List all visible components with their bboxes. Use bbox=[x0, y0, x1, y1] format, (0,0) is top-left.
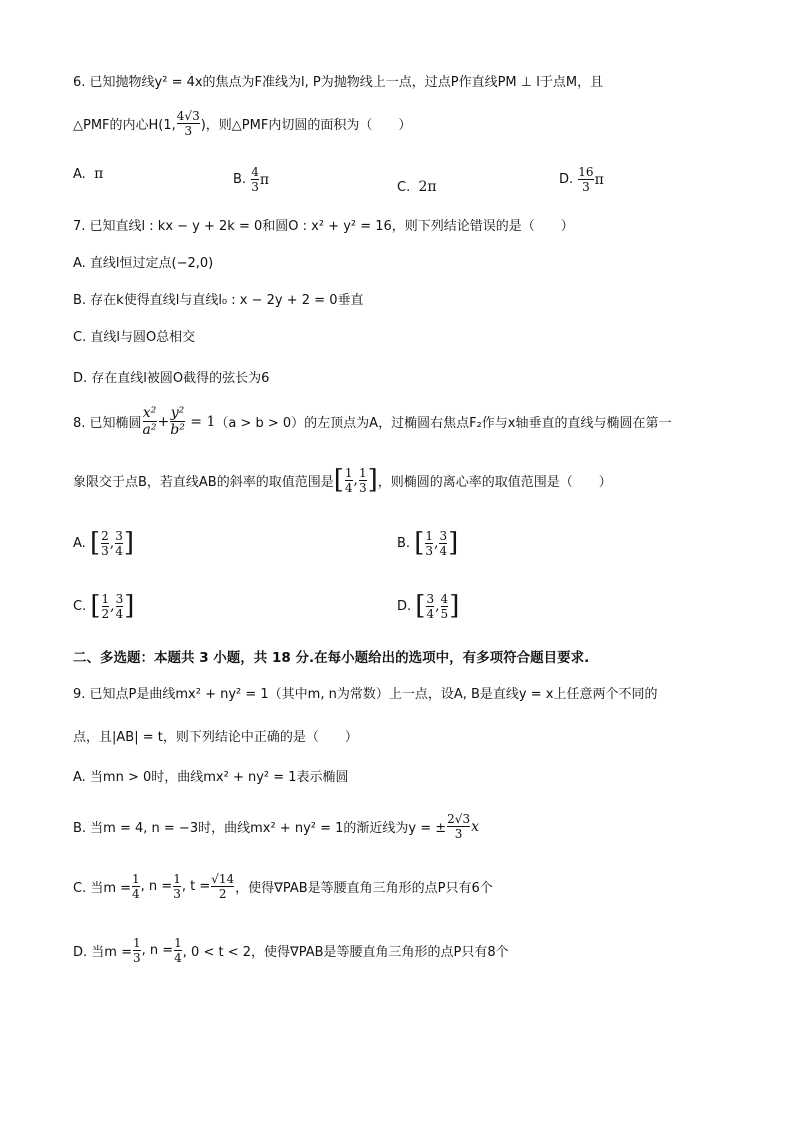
q9-option-d-tail: , 0 < t < 2，使得∇PAB是等腰直角三角形的点P只有8个 bbox=[182, 945, 509, 960]
q9-option-c-text: C. 当m = bbox=[73, 881, 132, 896]
q9-line2: 点，且|AB| = t，则下列结论中正确的是（ ） bbox=[73, 730, 358, 745]
option-fraction bbox=[578, 166, 593, 193]
q9-option-c: C. 当m = 1 4 , n = 1 3 , t = √14 2 ，使得∇PAB是等腰直角三角形的点P只有6个 bbox=[73, 872, 493, 901]
q9-option-d-mid: , n = bbox=[141, 943, 174, 958]
ellipse-term-x: x² a² bbox=[142, 405, 157, 438]
q6-option-a bbox=[73, 166, 103, 182]
q9-option-c-t: , t = bbox=[181, 879, 211, 894]
q6-line2-a: △PMF的内心H(1, bbox=[73, 118, 176, 133]
q7-option-b: B. 存在k使得直线l与直线l₀ : x − 2y + 2 = 0垂直 bbox=[73, 293, 364, 308]
option-label: C. bbox=[73, 598, 87, 614]
asymptote-x: x bbox=[471, 818, 479, 835]
q6-line2 bbox=[73, 110, 411, 137]
option-fraction bbox=[251, 166, 259, 193]
option-label: D. bbox=[397, 598, 412, 614]
q8-option-c: C. [ 1 2 , 3 4 ] bbox=[73, 591, 135, 621]
q9-option-a: A. 当mn > 0时，曲线mx² + ny² = 1表示椭圆 bbox=[73, 770, 349, 785]
option-suffix: π bbox=[594, 171, 604, 188]
q8-line1-b: （a > b > 0）的左顶点为A，过椭圆右焦点F₂作与x轴垂直的直线与椭圆在第一 bbox=[215, 416, 672, 431]
ellipse-term-y: y² b² bbox=[170, 405, 185, 438]
option-label: D. bbox=[559, 172, 574, 187]
q7-option-a: A. 直线l恒过定点(−2,0) bbox=[73, 256, 214, 271]
q9-option-c-tail: ，使得∇PAB是等腰直角三角形的点P只有6个 bbox=[235, 881, 493, 896]
q6-option-c bbox=[397, 179, 437, 195]
q8-line2: 象限交于点B，若直线AB的斜率的取值范围是 [ 1 4 , 1 3 ] ，则椭圆的离心率的取值范围是（ ） bbox=[73, 465, 612, 495]
option-suffix: π bbox=[259, 171, 270, 188]
q9-option-c-mid: , n = bbox=[140, 879, 173, 894]
option-label: B. bbox=[233, 172, 247, 187]
q6-line2-b: )，则△PMF内切圆的面积为（ ） bbox=[200, 118, 412, 133]
q8-option-b: B. [ 1 3 , 3 4 ] bbox=[397, 528, 459, 558]
fraction-denominator: 3 bbox=[184, 124, 193, 138]
option-label: B. bbox=[397, 535, 411, 551]
incenter-fraction bbox=[177, 110, 200, 137]
q9-line1: 9. 已知点P是曲线mx² + ny² = 1（其中m, n为常数）上一点，设A, B是直线y = x上任意两个不同的 bbox=[73, 687, 658, 702]
fraction-numerator: 16 bbox=[578, 165, 594, 179]
q8-line2-b: ，则椭圆的离心率的取值范围是（ ） bbox=[377, 474, 612, 490]
q6-line1: 6. 已知抛物线y² = 4x的焦点为F准线为l, P为抛物线上一点，过点P作直线PM ⊥ l于点M，且 bbox=[73, 75, 604, 90]
option-label: C. bbox=[397, 179, 411, 195]
q9-option-b-text: B. 当m = 4, n = −3时，曲线mx² + ny² = 1的渐近线为y = ± bbox=[73, 821, 447, 836]
option-value: 2π bbox=[418, 179, 437, 195]
q6-option-d bbox=[559, 166, 604, 193]
fraction-denominator: 3 bbox=[251, 180, 259, 194]
option-value: π bbox=[94, 166, 104, 182]
q7-option-c: C. 直线l与圆O总相交 bbox=[73, 330, 196, 345]
q8-option-d: D. [ 3 4 , 4 5 ] bbox=[397, 591, 460, 621]
q8-line1: 8. 已知椭圆 x² a² + y² b² = 1 （a > b > 0）的左顶点为A，过椭圆右焦点F₂作与x轴垂直的直线与椭圆在第一 bbox=[73, 405, 672, 438]
q8-option-a: A. [ 2 3 , 3 4 ] bbox=[73, 528, 134, 558]
option-label: A. bbox=[73, 535, 86, 551]
q7-stem: 7. 已知直线l : kx − y + 2k = 0和圆O : x² + y² = 16，则下列结论错误的是（ ） bbox=[73, 219, 574, 234]
slope-max: 1 3 bbox=[358, 465, 367, 495]
option-label: A. bbox=[73, 166, 86, 182]
section-title: 二、多选题：本题共 3 小题，共 18 分.在每小题给出的选项中，有多项符合题目要求. bbox=[73, 650, 590, 666]
q7-option-d: D. 存在直线l被圆O截得的弦长为6 bbox=[73, 371, 270, 386]
q9-option-d-text: D. 当m = bbox=[73, 945, 132, 960]
fraction-numerator: 4 bbox=[251, 165, 259, 179]
slope-min: 1 4 bbox=[344, 465, 353, 495]
asymptote-fraction: 2√3 3 bbox=[447, 812, 471, 841]
q9-option-d: D. 当m = 1 3 , n = 1 4 , 0 < t < 2，使得∇PAB是等腰直角三角形的点P只有8个 bbox=[73, 936, 509, 965]
q9-option-b bbox=[73, 813, 479, 840]
q8-line1-a: 8. 已知椭圆 bbox=[73, 416, 142, 431]
q6-option-b bbox=[233, 166, 269, 193]
fraction-numerator: 4√3 bbox=[176, 109, 200, 123]
q8-line2-a: 象限交于点B，若直线AB的斜率的取值范围是 bbox=[73, 474, 334, 490]
fraction-denominator: 3 bbox=[582, 180, 590, 194]
